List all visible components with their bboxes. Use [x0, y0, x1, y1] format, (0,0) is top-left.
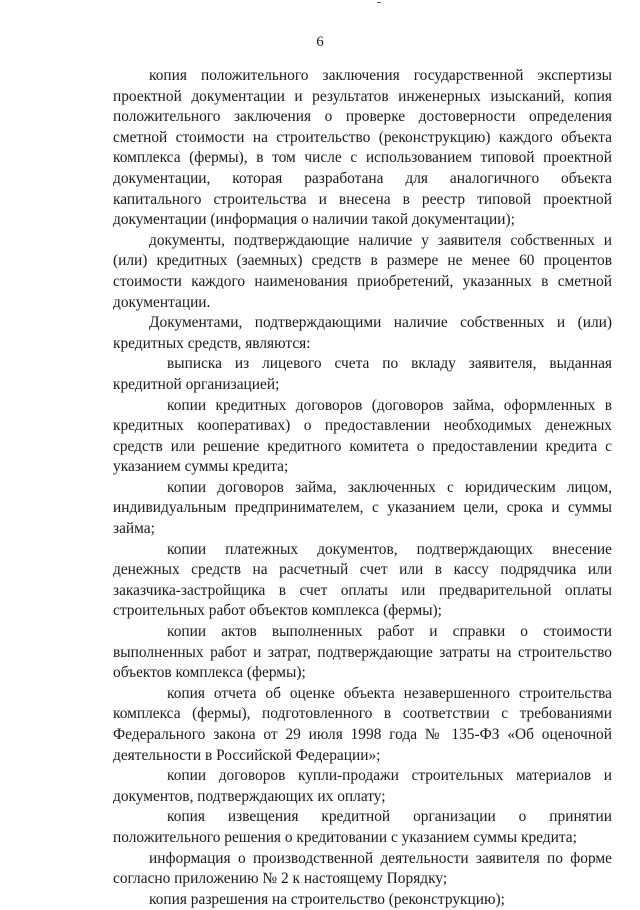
list-item-work-acts: копии актов выполненных работ и справки о стоимости выполненных работ и затрат, подтверждающие затраты на строительство объектов комплекса (фермы);: [113, 623, 612, 682]
list-item-purchase-agreements: копии договоров купли-продажи строительных материалов и документов, подтверждающих их оплату;: [113, 767, 612, 805]
list-item-account-statement: выписка из лицевого счета по вкладу заявителя, выданная кредитной организацией;: [113, 355, 612, 393]
paragraph-own-funds-documents: документы, подтверждающие наличие у заявителя собственных и (или) кредитных (заемных) средств в размере не менее 60 процентов стоимости каждого наименования приобретений, указанных в сметной документации.: [113, 231, 612, 311]
scan-mark: [377, 2, 381, 3]
list-item-credit-notice: копия извещения кредитной организации о принятии положительного решения о кредитовании с указанием суммы кредита;: [113, 808, 612, 846]
document-body: [113, 66, 612, 910]
paragraph-construction-permit: копия разрешения на строительство (реконструкцию);: [149, 890, 505, 908]
list-item-loan-agreements: копии договоров займа, заключенных с юридическим лицом, индивидуальным предпринимателем, с указанием цели, срока и суммы займа;: [113, 478, 612, 538]
paragraph-expertise-copy: копия положительного заключения государственной экспертизы проектной документации и результатов инженерных изысканий, копия положительного заключения о проверке достоверности определения сметной стоимости на строительство (реконструкцию) каждого объекта комплекса (фермы), в том числе с использованием типовой проектной документации, которая разработана для аналогичного объекта капитального строительства и внесена в реестр типовой проектной документации (информация о наличии такой документации);: [113, 67, 612, 229]
page-number: 6: [316, 34, 324, 50]
paragraph-production-info: информация о производственной деятельности заявителя по форме согласно приложению № 2 к настоящему Порядку;: [113, 849, 612, 888]
list-item-credit-agreements: копии кредитных договоров (договоров займа, оформленных в кредитных кооперативах) о предоставлении необходимых денежных средств или решение кредитного комитета о предоставлении кредита с указанием суммы кредита;: [113, 396, 612, 476]
list-item-valuation-report: копия отчета об оценке объекта незавершенного строительства комплекса (фермы), подготовленного в соответствии с требованиями Федерального закона от 29 июля 1998 года № 135-ФЗ «Об оценочной деятельности в Российской Федерации»;: [113, 684, 612, 764]
paragraph-funds-documents-heading: Документами, подтверждающими наличие собственных и (или) кредитных средств, являются:: [113, 314, 612, 352]
list-item-payment-documents: копии платежных документов, подтверждающих внесение денежных средств на расчетный счет или в кассу подрядчика или заказчика-застройщика в счет оплаты или предварительной оплаты строительных работ объектов комплекса (фермы);: [113, 540, 612, 620]
